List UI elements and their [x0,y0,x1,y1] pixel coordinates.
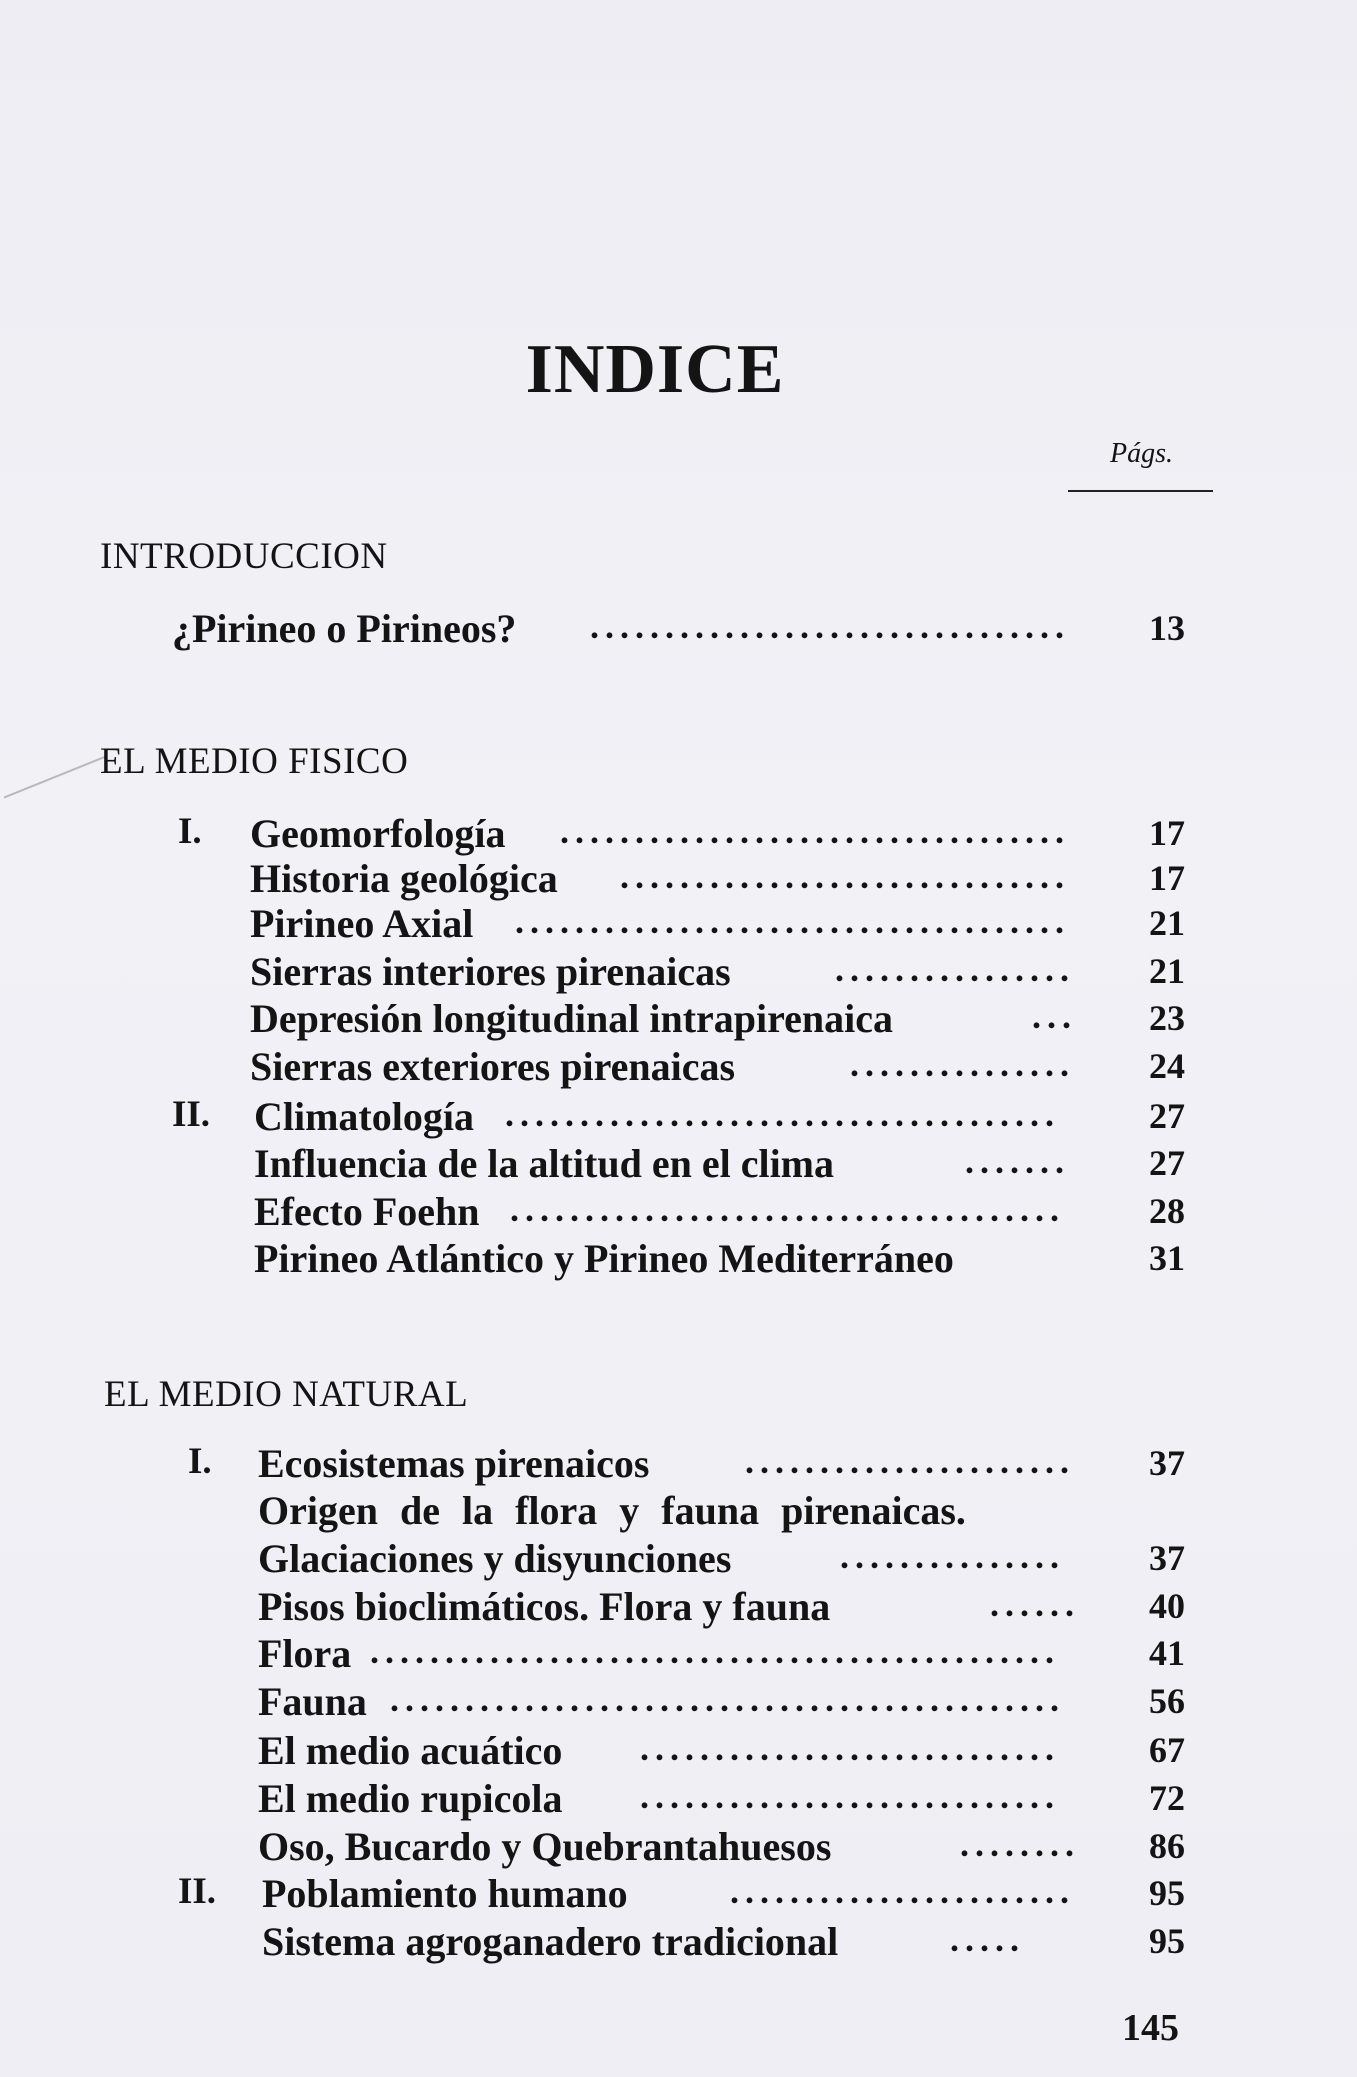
toc-page-number: 40 [1149,1586,1185,1626]
toc-entry-text: El medio rupicola [258,1776,563,1821]
toc-entry-text: Glaciaciones y disyunciones [258,1536,732,1581]
toc-entry[interactable] [0,855,1357,903]
toc-leader-dots: ................................ [590,606,1070,646]
pages-column-label: Págs. [1110,438,1173,469]
toc-entry[interactable] [0,1727,1357,1775]
toc-entry[interactable] [0,1140,1357,1188]
toc-leader-dots: .............................. [620,856,1070,896]
toc-entry-text: Sistema agroganadero tradicional [262,1919,839,1964]
toc-entry[interactable] [0,1440,1357,1488]
toc-entry-text: Depresión longitudinal intrapirenaica [250,996,894,1041]
toc-leader-dots: ............... [850,1044,1075,1084]
toc-page-number: 21 [1149,903,1185,943]
toc-page-number: 86 [1149,1826,1185,1866]
toc-entry[interactable] [0,1823,1357,1871]
toc-entry[interactable] [0,900,1357,948]
toc-entry-text: Pirineo Atlántico y Pirineo Mediterráneo [254,1236,954,1281]
toc-page-number: 24 [1149,1046,1185,1086]
toc-leader-dots: ............................ [640,1728,1060,1768]
page-number-footer: 145 [1122,2007,1179,2049]
toc-leader-dots: ............... [840,1536,1065,1576]
toc-entry[interactable] [0,1535,1357,1583]
toc-page-number: 27 [1149,1096,1185,1136]
toc-entry[interactable] [0,1043,1357,1091]
toc-entry-number: II. [172,1094,211,1135]
toc-entry-text: Geomorfología [250,811,506,856]
paper-mark [4,755,107,798]
toc-page-number: 21 [1149,951,1185,991]
toc-entry[interactable] [0,1630,1357,1678]
toc-entry[interactable] [0,1918,1357,1966]
toc-entry[interactable] [0,1870,1357,1918]
toc-leader-dots: ...... [990,1584,1080,1624]
toc-entry-text: Sierras interiores pirenaicas [250,949,731,994]
toc-leader-dots: ..................................... [505,1094,1060,1134]
toc-entry[interactable] [0,1235,1357,1283]
toc-entry-text: El medio acuático [258,1728,563,1773]
toc-entry-text: Pisos bioclimáticos. Flora y fauna [258,1584,831,1629]
toc-entry[interactable] [0,605,1357,653]
toc-entry-text: Climatología [254,1094,474,1139]
toc-leader-dots: ............................................. [390,1679,1065,1719]
section-heading-introduccion: INTRODUCCION [100,536,388,577]
toc-entry-text: Oso, Bucardo y Quebrantahuesos [258,1824,832,1869]
toc-entry-number: I. [178,811,202,852]
toc-entry-text: Pirineo Axial [250,901,474,946]
toc-page-number: 41 [1149,1633,1185,1673]
toc-entry-text: Influencia de la altitud en el clima [254,1141,834,1186]
pages-column-rule [1068,490,1213,492]
toc-page-number: 13 [1149,608,1185,648]
toc-leader-dots: ........ [960,1824,1080,1864]
toc-entry-text: Fauna [258,1679,367,1724]
toc-page-number: 17 [1149,813,1185,853]
toc-entry-number: II. [178,1871,217,1912]
toc-leader-dots: ................ [835,949,1075,989]
toc-leader-dots: ..................................... [515,901,1070,941]
toc-entry-text: Origen de la flora y fauna pirenaicas. [258,1488,966,1533]
toc-leader-dots: ..................................... [510,1189,1065,1229]
toc-page-number: 17 [1149,858,1185,898]
toc-entry[interactable] [0,995,1357,1043]
toc-leader-dots: .................................. [560,811,1070,851]
section-heading-medio-natural: EL MEDIO NATURAL [104,1374,469,1415]
toc-leader-dots: ....... [965,1141,1070,1181]
toc-entry[interactable] [0,1775,1357,1823]
toc-entry[interactable] [0,1583,1357,1631]
toc-page-number: 31 [1149,1238,1185,1278]
toc-entry[interactable] [0,1678,1357,1726]
toc-leader-dots: ..... [950,1919,1025,1959]
toc-leader-dots: .............................................. [370,1631,1060,1671]
section-heading-medio-fisico: EL MEDIO FISICO [100,741,409,782]
toc-entry-text: Historia geológica [250,856,558,901]
toc-page-number: 37 [1149,1538,1185,1578]
toc-page-number: 28 [1149,1191,1185,1231]
toc-entry[interactable] [0,1487,1357,1535]
toc-page-number: 95 [1149,1873,1185,1913]
toc-page-number: 23 [1149,998,1185,1038]
toc-leader-dots: ............................ [640,1776,1060,1816]
toc-page-number: 72 [1149,1778,1185,1818]
toc-entry-number: I. [188,1441,212,1482]
toc-entry[interactable] [0,948,1357,996]
toc-entry[interactable] [0,1093,1357,1141]
toc-leader-dots: ... [1032,996,1077,1036]
toc-page-number: 56 [1149,1681,1185,1721]
toc-page-number: 37 [1149,1443,1185,1483]
toc-entry-text: Flora [258,1631,352,1676]
toc-leader-dots: ....................... [730,1871,1075,1911]
toc-entry[interactable] [0,810,1357,858]
toc-entry[interactable] [0,1188,1357,1236]
toc-entry-text: ¿Pirineo o Pirineos? [172,606,517,651]
toc-entry-text: Sierras exteriores pirenaicas [250,1044,736,1089]
toc-entry-text: Poblamiento humano [262,1871,628,1916]
toc-page-number: 27 [1149,1143,1185,1183]
toc-page-number: 95 [1149,1921,1185,1961]
toc-entry-text: Efecto Foehn [254,1189,480,1234]
toc-leader-dots: ...................... [745,1441,1075,1481]
toc-entry-text: Ecosistemas pirenaicos [258,1441,650,1486]
page-title: INDICE [525,331,785,408]
toc-page-number: 67 [1149,1730,1185,1770]
